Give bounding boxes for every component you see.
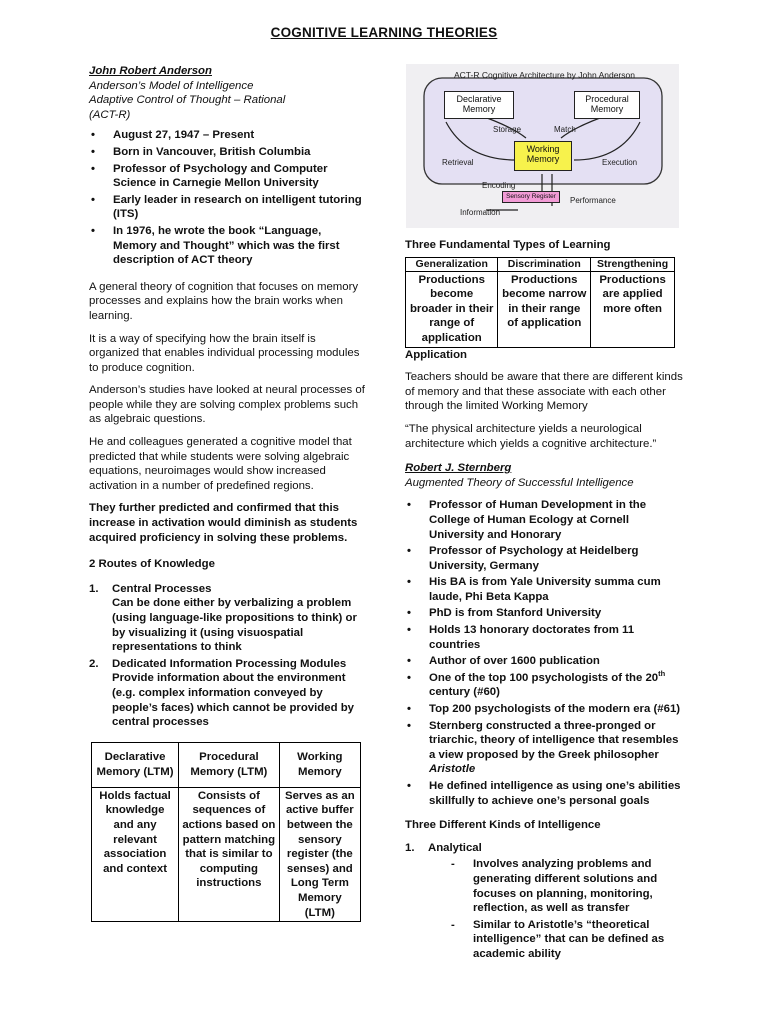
kind-number: 1.: [405, 841, 415, 854]
table-cell: Holds factual knowledge and any relevant association and context: [92, 787, 179, 921]
route-title: Central Processes: [112, 582, 212, 595]
kind-item-1: [405, 841, 683, 856]
list-item: • August 27, 1947 – Present: [89, 128, 367, 143]
paragraph: He and colleagues generated a cognitive model that predicted that while students were solving algebraic equations, neuroimages would show increased activation in a number of predefined regions.: [89, 436, 352, 492]
bullet-text: Sternberg constructed a three-pronged or triarchic, theory of intelligence that resembles a view proposed by the Greek philosopher: [429, 719, 679, 761]
table-header: Strengthening: [591, 257, 675, 271]
anderson-name: John Robert Anderson: [89, 65, 212, 77]
route-item-1: [89, 582, 367, 597]
match-label: Match: [554, 125, 576, 134]
sternberg-subtitle: Augmented Theory of Successful Intelligence: [405, 476, 634, 489]
list-item: - Involves analyzing problems and generating different solutions and focuses on planning, monitoring, reflection, as well as transfer: [405, 857, 683, 915]
list-item: • Professor of Psychology at Heidelberg University, Germany: [405, 544, 683, 573]
table-row: [92, 742, 361, 787]
superscript: th: [658, 669, 666, 679]
kind-title: Analytical: [428, 841, 482, 854]
kind-points: [405, 857, 683, 961]
anderson-subtitle-2: Adaptive Control of Thought – Rational: [89, 94, 286, 107]
table-header: Declarative Memory (LTM): [92, 742, 179, 787]
list-item: [405, 719, 683, 777]
types-heading: Three Fundamental Types of Learning: [405, 239, 611, 251]
sternberg-name: Robert J. Sternberg: [405, 462, 512, 475]
performance-label: Performance: [570, 196, 616, 205]
table-header: Procedural Memory (LTM): [179, 742, 280, 787]
table-header: Generalization: [406, 257, 498, 271]
list-item: - Similar to Aristotle’s “theoretical intelligence” that can be defined as academic ability: [405, 918, 683, 962]
route-item-2: [89, 657, 367, 672]
anderson-subtitle-1: Anderson’s Model of Intelligence: [89, 79, 254, 92]
table-row: [406, 257, 675, 271]
list-item: • Professor of Psychology and Computer Science in Carnegie Mellon University: [89, 162, 367, 191]
procedural-memory-box: Procedural Memory: [574, 91, 640, 119]
anderson-subtitle-3: (ACT-R): [89, 108, 131, 121]
table-header: Working Memory: [279, 742, 360, 787]
retrieval-label: Retrieval: [442, 158, 474, 167]
paragraph: It is a way of specifying how the brain itself is organized that enables individual processing modules to produce cognition.: [89, 332, 360, 374]
routes-heading: 2 Routes of Knowledge: [89, 558, 215, 571]
list-item: • Top 200 psychologists of the modern era (#61): [405, 702, 683, 717]
table-cell: Productions become broader in their range of application: [406, 271, 498, 347]
left-column: [89, 64, 367, 922]
right-column: [405, 64, 683, 962]
route-body: Provide information about the environment (e.g. complex information conveyed by people’s faces) which cannot be provided by central processes: [112, 672, 354, 729]
sensory-register-box: Sensory Register: [502, 191, 560, 203]
list-item: [405, 671, 683, 700]
table-cell: Consists of sequences of actions based on pattern matching that is similar to computing instructions: [179, 787, 280, 921]
information-label: Information: [460, 208, 501, 217]
route-body: Can be done either by verbalizing a problem (using language-like propositions to think) or by visualizing it (using visuospatial representations to think: [112, 597, 357, 654]
declarative-memory-box: Declarative Memory: [444, 91, 514, 119]
route-title: Dedicated Information Processing Modules: [112, 657, 347, 670]
paragraph: A general theory of cognition that focuses on memory processes and explains how the brain works when learning.: [89, 280, 359, 322]
bullet-italic-text: Aristotle: [429, 763, 476, 776]
bullet-text: One of the top 100 psychologists of the 20: [429, 671, 659, 684]
list-item: • Holds 13 honorary doctorates from 11 countries: [405, 623, 683, 652]
page-title: COGNITIVE LEARNING THEORIES: [270, 25, 498, 40]
paragraph: Anderson’s studies have looked at neural processes of people while they are solving complex problems such as algebraic questions.: [89, 384, 365, 426]
learning-types-table: [405, 257, 675, 348]
anderson-bullets: [89, 128, 367, 267]
bold-paragraph: They further predicted and confirmed that this increase in activation would diminish as students acquired proficiency in solving these problems.: [89, 502, 358, 544]
sternberg-bullets: [405, 498, 683, 808]
route-number: 2.: [89, 657, 99, 670]
table-row: [406, 271, 675, 347]
kinds-heading: Three Different Kinds of Intelligence: [405, 819, 601, 832]
storage-label: Storage: [493, 125, 522, 134]
working-memory-box: Working Memory: [514, 141, 572, 171]
table-cell: Productions become narrow in their range of application: [498, 271, 591, 347]
list-item: • Early leader in research on intelligent tutoring (ITS): [89, 193, 367, 222]
application-heading: Application: [405, 348, 468, 361]
act-r-diagram: [406, 64, 679, 228]
bullet-text: century (#60): [429, 686, 500, 699]
list-item: • He defined intelligence as using one’s abilities skillfully to achieve one’s personal goals: [405, 779, 683, 808]
execution-label: Execution: [602, 158, 638, 167]
route-number: 1.: [89, 582, 99, 595]
list-item: • Born in Vancouver, British Columbia: [89, 145, 367, 160]
table-cell: Serves as an active buffer between the sensory register (the senses) and Long Term Memory (LTM): [279, 787, 360, 921]
diagram-title: ACT-R Cognitive Architecture by John Anderson: [454, 70, 635, 80]
list-item: • In 1976, he wrote the book “Language, Memory and Thought” which was the first description of ACT theory: [89, 224, 367, 268]
application-quote: “The physical architecture yields a neurological architecture which yields a cognitive architecture.”: [405, 422, 657, 450]
list-item: • His BA is from Yale University summa cum laude, Phi Beta Kappa: [405, 575, 683, 604]
list-item: • PhD is from Stanford University: [405, 606, 683, 621]
table-cell: Productions are applied more often: [591, 271, 675, 347]
list-item: • Professor of Human Development in the College of Human Ecology at Cornell University and Honorary: [405, 498, 683, 542]
table-row: [92, 787, 361, 921]
memory-table: [91, 742, 361, 922]
application-paragraph: Teachers should be aware that there are different kinds of memory and that these associate with each other through the limited Working Memory: [405, 371, 683, 413]
table-header: Discrimination: [498, 257, 591, 271]
encoding-label: Encoding: [482, 181, 516, 190]
list-item: • Author of over 1600 publication: [405, 654, 683, 669]
